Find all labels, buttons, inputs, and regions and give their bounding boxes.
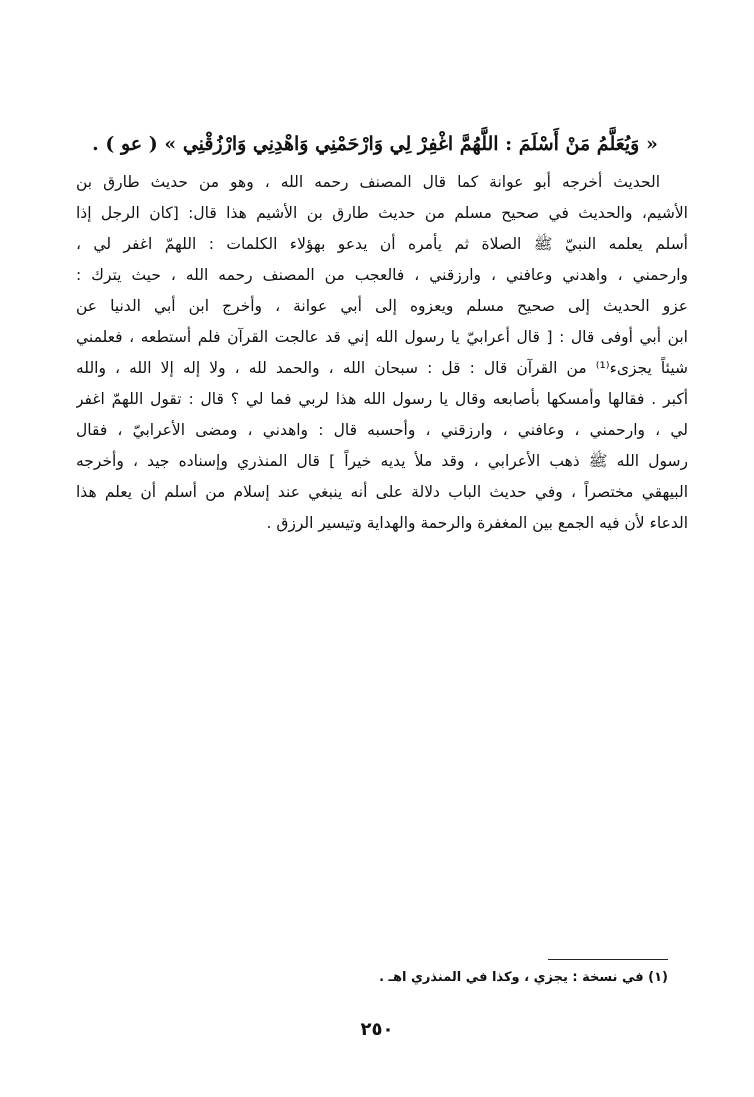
page-number: ٢٥٠ [360, 1019, 394, 1040]
text-line: الحديث أخرجه أبو عوانة كما قال المصنف رحمه الله ، وهو من حديث طارق بن [76, 173, 660, 191]
footnote: (١) في نسخة : يجزي ، وكذا في المنذري اهـ . [379, 970, 668, 985]
commentary-text [76, 167, 688, 539]
text-line: وارحمني ، واهدني وعافني ، وارزقني ، فالعجب من المصنف رحمه الله ، حيث يترك : [76, 266, 688, 284]
text-line: أسلم يعلمه النبيّ ﷺ الصلاة ثم يأمره أن يدعو بهؤلاء الكلمات : اللهمّ اغفر لي ، [76, 235, 688, 253]
text-line: رسول الله ﷺ ذهب الأعرابي ، وقد ملأ يديه خيراً ] قال المنذري وإسناده جيد ، وأخرجه [76, 452, 688, 470]
text-line: ابن أبي أوفى قال : [ قال أعرابيّ يا رسول الله إني قد عالجت القرآن فلم أستطعه ، فعلمني [76, 328, 688, 346]
text-line: عزو الحديث إلى صحيح مسلم ويعزوه إلى أبي عوانة ، وأخرج ابن أبي الدنيا عن [76, 297, 688, 315]
footnote-separator [548, 959, 668, 960]
hadith-heading: « وَيُعَلَّمُ مَنْ أَسْلَمَ : اللَّهُمَّ اغْفِرْ لِي وَارْحَمْنِي وَاهْدِنِي وَارْزُقْنِي » ( عو ) . [92, 133, 658, 155]
text-line: شيئاً يجزىء⁽¹⁾ من القرآن قال : قل : سبحان الله ، والحمد لله ، ولا إله إلا الله ، والله [76, 359, 688, 377]
text-line: أكبر . فقالها وأمسكها بأصابعه وقال يا رسول الله هذا لربي فما لي ؟ قال : تقول اللهمّ اغفر [76, 390, 688, 408]
text-line: لي ، وارحمني ، وعافني ، وارزقني ، وأحسبه قال : واهدني ، ومضى الأعرابيّ ، فقال [76, 421, 688, 439]
text-line: الدعاء لأن فيه الجمع بين المغفرة والرحمة والهداية وتيسير الرزق . [266, 514, 688, 532]
text-line: البيهقي مختصراً ، وفي حديث الباب دلالة على أنه ينبغي عند إسلام من أسلم أن يعلم هذا [76, 483, 688, 501]
text-line: الأشيم، والحديث في صحيح مسلم من حديث طارق بن الأشيم هذا قال: [كان الرجل إذا [76, 204, 688, 222]
